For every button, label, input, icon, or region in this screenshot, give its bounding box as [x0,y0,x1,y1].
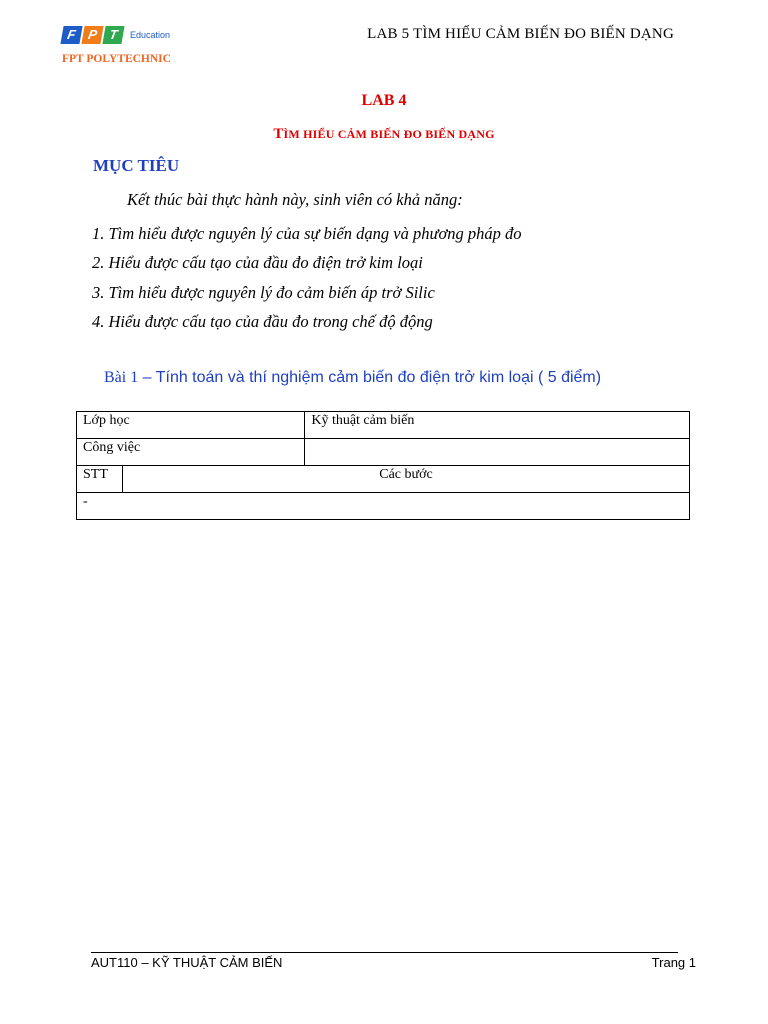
fpt-letter-f: F [60,26,82,44]
table-row [77,493,690,520]
task-prefix: Bài 1 [104,369,139,386]
page-header-title: LAB 5 TÌM HIỂU CẢM BIẾN ĐO BIẾN DẠNG [367,26,674,42]
stt-header-cell: STT [77,466,123,493]
footer-course-code: AUT110 – KỸ THUẬT CẢM BIẾN [91,955,283,970]
objectives-intro: Kết thúc bài thực hành này, sinh viên có khả năng: [127,190,463,209]
fpt-logo [62,26,192,70]
logo-education-text: Education [130,30,171,40]
table-row [77,466,690,493]
steps-header-cell: Các bước [123,466,690,493]
table-row [77,412,690,439]
objective-item-1: 1. Tìm hiểu được nguyên lý của sự biến dạng và phương pháp đo [92,224,522,243]
objective-item-4: 4. Hiểu được cấu tạo của đầu đo trong chế độ động [92,312,433,331]
fpt-letter-p: P [81,26,103,44]
step-row-cell: - [77,493,690,520]
lab-subtitle-initial: T [273,126,284,142]
footer-page-number: Trang 1 [651,955,696,970]
lab-subtitle-rest: ÌM HIỂU CẢM BIẾN ĐO BIẾN DẠNG [283,127,495,141]
lab-title: LAB 4 [361,92,407,109]
lab-subtitle [0,126,768,143]
table-row [77,439,690,466]
task-label-cell: Công việc [77,439,305,466]
fpt-letter-t: T [102,26,124,44]
objective-item-2: 2. Hiểu được cấu tạo của đầu đo điện trở kim loại [92,253,423,272]
footer-divider [91,952,678,953]
objective-item-3: 3. Tìm hiểu được nguyên lý đo cảm biến áp trở Silic [92,283,435,302]
logo-polytechnic-text: FPT POLYTECHNIC [62,53,171,65]
lab-info-table [76,411,690,520]
class-label-cell: Lớp học [77,412,305,439]
task-text: – Tính toán và thí nghiệm cảm biến đo điện trở kim loại ( 5 điểm) [138,369,602,386]
class-value-cell: Kỹ thuật cảm biến [305,412,690,439]
objectives-heading: MỤC TIÊU [93,156,180,175]
task-value-cell [305,439,690,466]
fpt-letter-boxes [62,26,125,46]
task-heading [104,369,601,387]
